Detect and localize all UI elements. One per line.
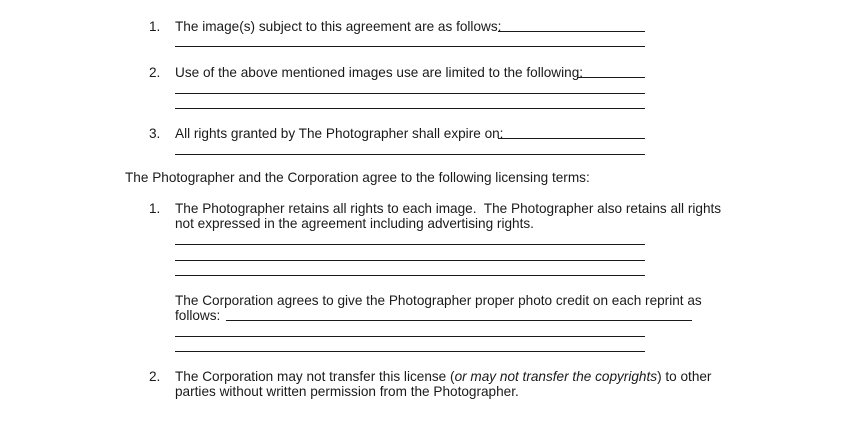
item-number: 1. (149, 201, 161, 216)
item-text: The image(s) subject to this agreement are as follows: (175, 19, 502, 34)
item-number: 1. (149, 19, 161, 34)
item-text: The Photographer retains all rights to each image. The Photographer also retains all rights (175, 201, 722, 216)
blank-field[interactable] (175, 244, 645, 245)
licensing-terms-intro: The Photographer and the Corporation agree to the following licensing terms: (125, 170, 590, 185)
item-text-part: ) to other (657, 369, 712, 384)
blank-field[interactable] (175, 275, 645, 276)
blank-field[interactable] (175, 260, 645, 261)
blank-field[interactable] (175, 46, 645, 47)
item-text: parties without written permission from the Photographer. (175, 384, 519, 399)
credit-text: follows: (175, 308, 221, 323)
item-text-italic: or may not transfer the copyrights (454, 369, 658, 384)
credit-text: The Corporation agrees to give the Photographer proper photo credit on each reprint as (175, 293, 702, 308)
item-text: All rights granted by The Photographer shall expire on: (175, 126, 504, 141)
item-number: 2. (149, 65, 161, 80)
item-number: 3. (149, 126, 161, 141)
blank-field[interactable] (175, 336, 645, 337)
item-text (175, 369, 711, 385)
blank-field[interactable] (175, 154, 645, 155)
item-text: Use of the above mentioned images use are limited to the following: (175, 65, 584, 80)
cut-off-top-line (175, 0, 325, 2)
blank-field[interactable] (226, 320, 692, 321)
blank-field[interactable] (498, 138, 645, 139)
blank-field[interactable] (577, 77, 645, 78)
blank-field[interactable] (175, 351, 645, 352)
blank-field[interactable] (175, 93, 645, 94)
blank-field[interactable] (175, 108, 645, 109)
item-text-part: The Corporation may not transfer this license ( (175, 369, 455, 384)
item-number: 2. (149, 369, 161, 384)
blank-field[interactable] (498, 31, 645, 32)
item-text: not expressed in the agreement including advertising rights. (175, 216, 534, 231)
